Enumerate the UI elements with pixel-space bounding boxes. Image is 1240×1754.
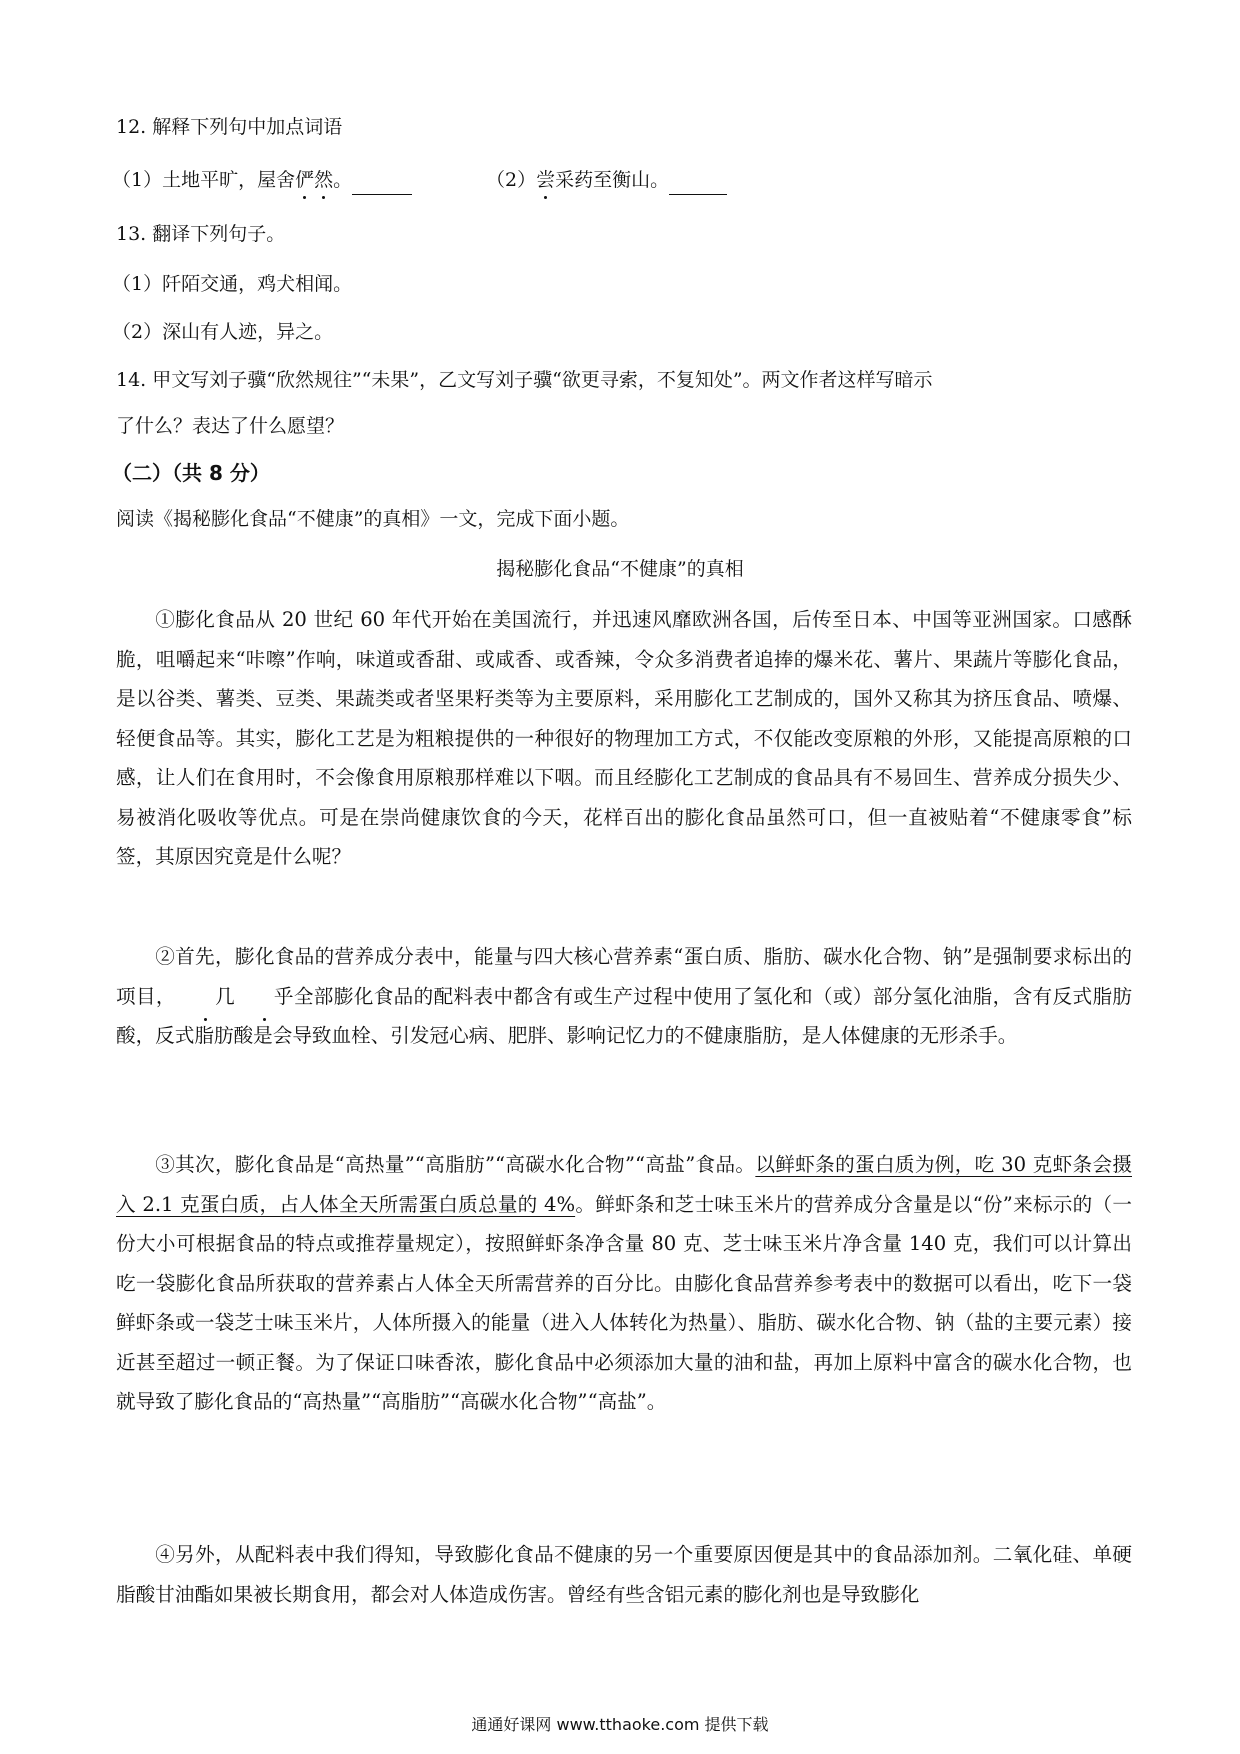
question-13-item-1: （1）阡陌交通，鸡犬相闻。 (112, 273, 353, 295)
question-12-item-2 (486, 166, 727, 195)
q12-item2-prefix: （2） (486, 169, 537, 191)
paragraph-2-part-b: 全部膨化食品的配料表中都含有或生产过程中使用了氢化和（或）部分氢化油脂，含有反式脂肪酸，反式脂肪酸是会导致血栓、引发冠心病、肥胖、影响记忆力的不健康脂肪，是人体健康的无形杀手。 (116, 984, 1133, 1047)
dotted-word: 尝 (536, 166, 555, 194)
q12-item1-prefix: （1）土地平旷，屋舍 (112, 169, 296, 191)
article-paragraph-3 (116, 1145, 1132, 1422)
paragraph-3-part-b: 。鲜虾条和芝士味玉米片的营养成分含量是以“份”来标示的（一份大小可根据食品的特点或推荐量规定），按照鲜虾条净含量 80 克、芝士味玉米片净含量 140 克，我们可以计算出吃一袋膨化食品所获取的营养素占人体全天所需营养的百分比。由膨化食品营养参考表中的数据可以看出，吃下一袋鲜虾条或一袋芝士味玉米片，人体所摄入的能量（进入人体转化为热量）、脂肪、碳水化合物、钠（盐的主要元素）接近甚至超过一顿正餐。为了保证口味香浓，膨化食品中必须添加大量的油和盐，再加上原料中富含的碳水化合物，也就导致了膨化食品的“高热量”“高脂肪”“高碳水化合物”“高盐”。 (116, 1192, 1132, 1413)
q12-item1-suffix: 。 (333, 169, 353, 191)
question-12-item-1 (112, 166, 412, 195)
q12-item2-suffix: 采药至衡山。 (555, 169, 670, 191)
question-13-title: 13. 翻译下列句子。 (116, 223, 286, 245)
answer-blank[interactable] (669, 166, 727, 195)
question-14-line-2: 了什么？表达了什么愿望？ (116, 415, 345, 437)
section-intro: 阅读《揭秘膨化食品“不健康”的真相》一文，完成下面小题。 (116, 508, 630, 530)
answer-blank[interactable] (352, 166, 412, 195)
paragraph-3-part-a: ③其次，膨化食品是“高热量”“高脂肪”“高碳水化合物”“高盐”食品。 (155, 1153, 756, 1176)
dotted-word: 几 (176, 977, 235, 1017)
question-14-line-1: 14. 甲文写刘子骥“欣然规往”“未果”，乙文写刘子骥“欲更寻索，不复知处”。两文作者这样写暗示 (116, 369, 933, 391)
dotted-word: 然 (314, 166, 333, 194)
article-paragraph-2 (116, 937, 1132, 1056)
article-paragraph-1: ①膨化食品从 20 世纪 60 年代开始在美国流行，并迅速风靡欧洲各国，后传至日本、中国等亚洲国家。口感酥脆，咀嚼起来“咔嚓”作响，味道或香甜、或咸香、或香辣，令众多消费者追捧的爆米花、薯片、果蔬片等膨化食品，是以谷类、薯类、豆类、果蔬类或者坚果籽类等为主要原料，采用膨化工艺制成的，国外又称其为挤压食品、喷爆、轻便食品等。其实，膨化工艺是为粗粮提供的一种很好的物理加工方式，不仅能改变原粮的外形，又能提高原粮的口感，让人们在食用时，不会像食用原粮那样难以下咽。而且经膨化工艺制成的食品具有不易回生、营养成分损失少、易被消化吸收等优点。可是在崇尚健康饮食的今天，花样百出的膨化食品虽然可口，但一直被贴着“不健康零食”标签，其原因究竟是什么呢？ (116, 608, 1132, 868)
article-title: 揭秘膨化食品“不健康”的真相 (496, 558, 744, 580)
article-paragraph-4: ④另外，从配料表中我们得知，导致膨化食品不健康的另一个重要原因便是其中的食品添加剂。二氧化硅、单硬脂酸甘油酯如果被长期食用，都会对人体造成伤害。曾经有些含铝元素的膨化剂也是导致膨化 (116, 1543, 1132, 1606)
question-12-title: 12. 解释下列句中加点词语 (116, 116, 343, 138)
underlined-sentence: 以鲜虾条的蛋白质为例，吃 30 克虾条会摄入 2.1 克蛋白质，占人体全天所需蛋白质总量的 4% (116, 1153, 1132, 1216)
dotted-word: 乎 (235, 977, 294, 1017)
dotted-word: 俨 (295, 166, 314, 194)
page-footer: 通通好课网 www.tthaoke.com 提供下载 (471, 1715, 769, 1734)
question-13-item-2: （2）深山有人迹，异之。 (112, 321, 334, 343)
section-heading: （二）（共 8 分） (112, 461, 270, 485)
paragraph-2-part-a: ②首先，膨化食品的营养成分表中，能量与四大核心营养素“蛋白质、脂肪、碳水化合物、钠”是强制要求标出的项目， (116, 945, 1132, 1008)
